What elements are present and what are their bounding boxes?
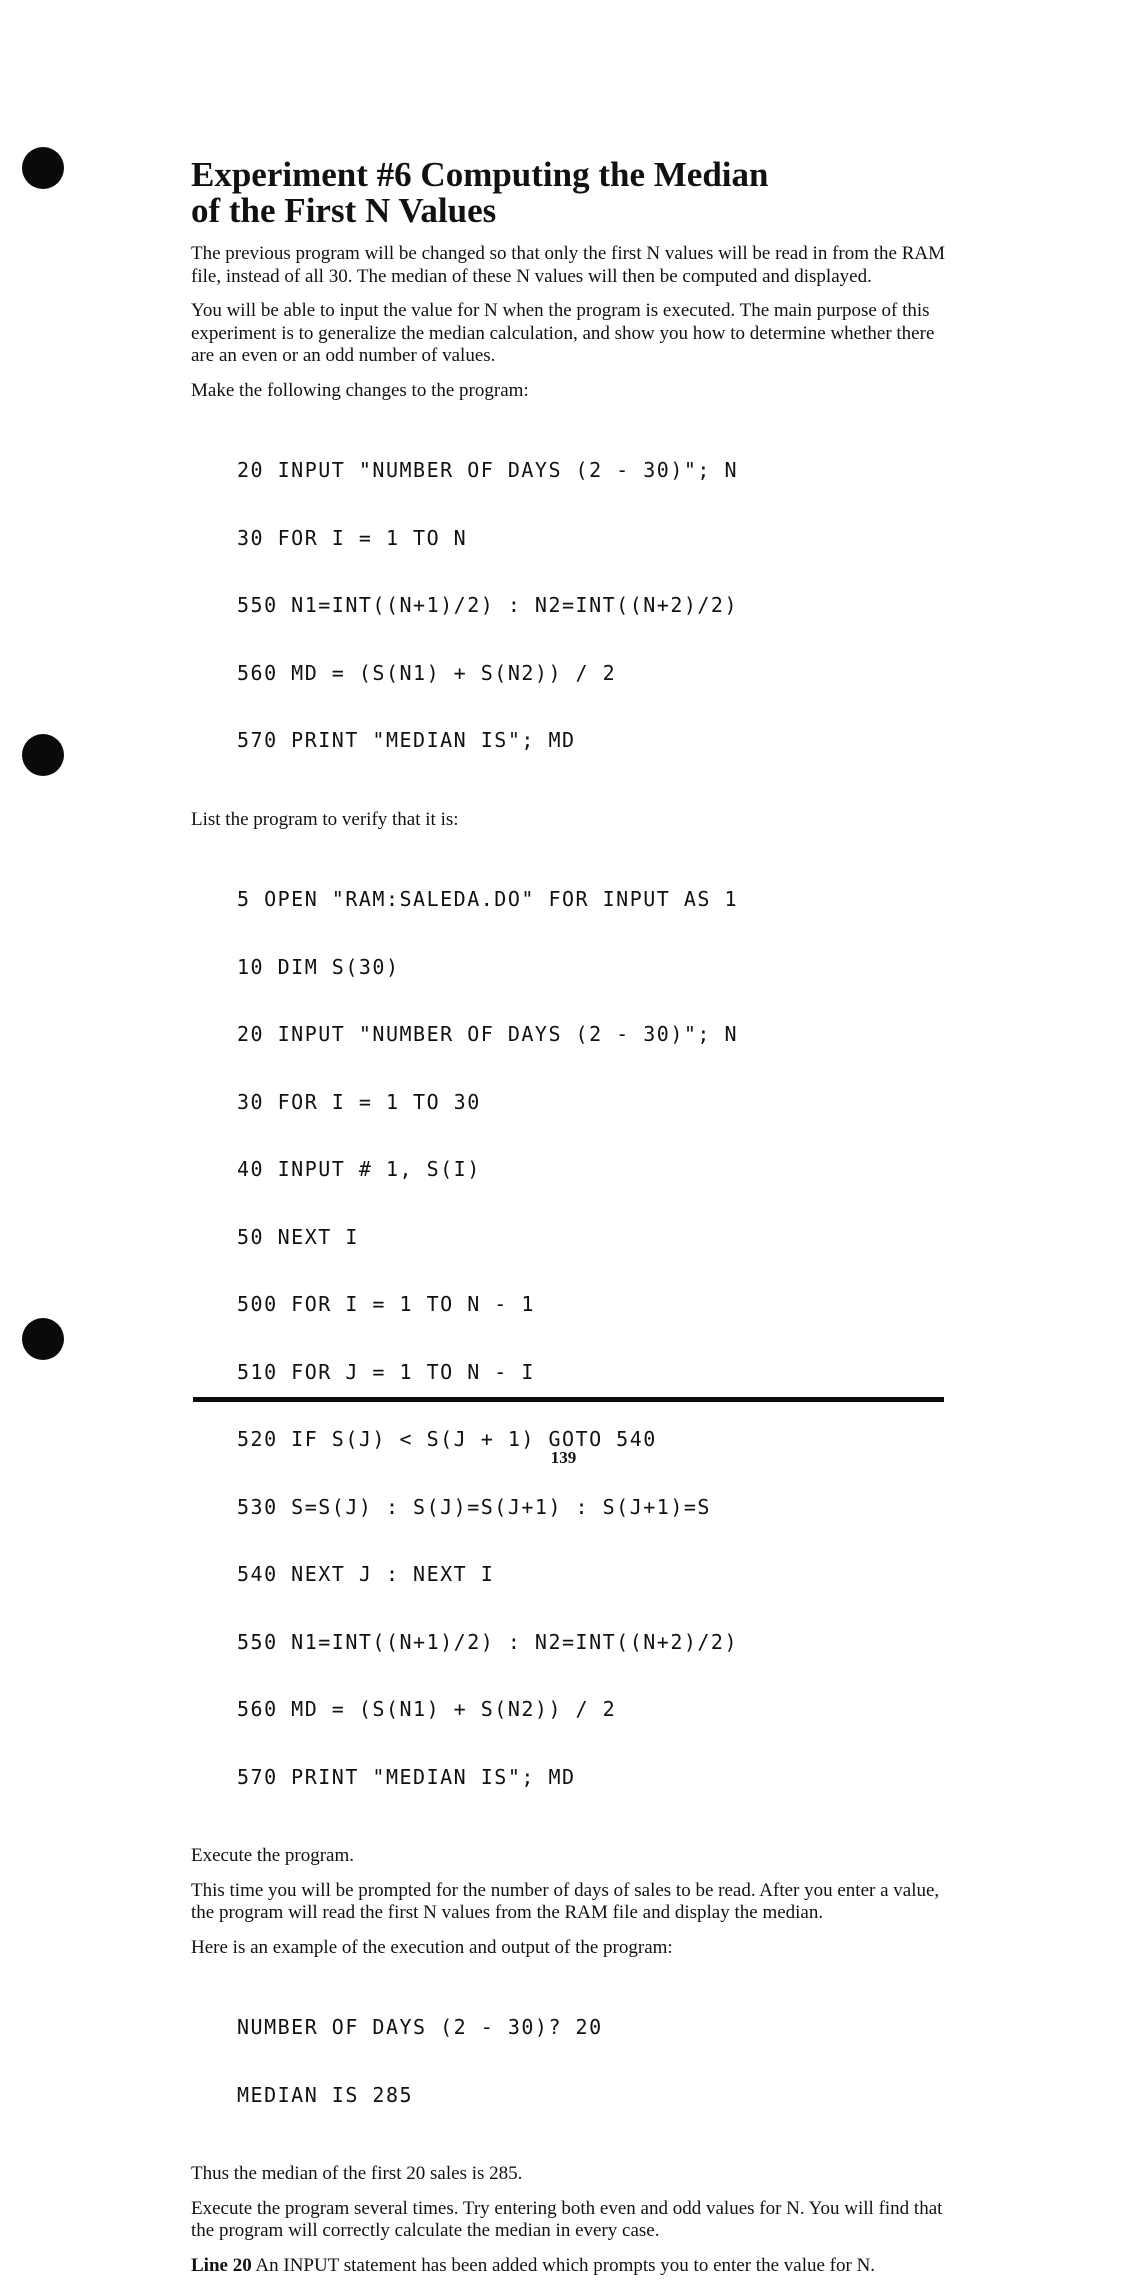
code-line: 500 FOR I = 1 TO N - 1 — [237, 1292, 535, 1316]
code-line: 510 FOR J = 1 TO N - I — [237, 1359, 535, 1384]
code-line: 570 PRINT "MEDIAN IS"; MD — [237, 1764, 576, 1789]
code-line: 10 DIM S(30) — [237, 954, 400, 979]
code-line: 570 PRINT "MEDIAN IS"; MD — [237, 728, 576, 752]
code-line: 50 NEXT I — [237, 1224, 359, 1249]
line20-paragraph — [191, 2255, 951, 2278]
page-number: 139 — [550, 1448, 577, 1467]
code-line: 550 N1=INT((N+1)/2) : N2=INT((N+2)/2) — [237, 1629, 739, 1654]
line20-text: An INPUT statement has been added which prompts you to enter the value for N. — [251, 2254, 876, 2276]
code-line: 530 S=S(J) : S(J)=S(J+1) : S(J+1)=S — [237, 1494, 711, 1519]
footer-rule — [193, 1397, 944, 1402]
changes-paragraph: Make the following changes to the program: — [191, 379, 529, 401]
code-line: MEDIAN IS 285 — [237, 2082, 414, 2107]
code-line: NUMBER OF DAYS (2 - 30)? 20 — [237, 2015, 603, 2039]
several-paragraph: Execute the program several times. Try entering both even and odd values for N. You will find that the program will correctly calculate the median in every case. — [191, 2197, 943, 2241]
page-title — [191, 157, 951, 229]
code-line: 520 IF S(J) < S(J + 1) GOTO 540 — [237, 1427, 657, 1451]
code-line: 40 INPUT # 1, S(I) — [237, 1157, 481, 1181]
line20-label: Line 20 — [191, 2254, 252, 2276]
binder-hole-bottom — [22, 1318, 64, 1360]
binder-hole-top — [22, 147, 64, 189]
purpose-paragraph: You will be able to input the value for N when the program is executed. The main purpose of this experiment is to generalize the median calculation, and show you how to determine whether there are an even or an odd number of values. — [191, 300, 935, 366]
code-line: 30 FOR I = 1 TO N — [237, 525, 468, 550]
code-line: 20 INPUT "NUMBER OF DAYS (2 - 30)"; N — [237, 1022, 739, 1046]
list-paragraph: List the program to verify that it is: — [191, 808, 459, 830]
code-output-block — [237, 1971, 951, 2151]
title-line-1: Experiment #6 Computing the Median — [191, 155, 769, 194]
code-listing-block — [237, 843, 951, 1833]
title-line-2: of the First N Values — [191, 191, 497, 230]
thus-paragraph: Thus the median of the first 20 sales is 285. — [191, 2163, 523, 2184]
intro-paragraph: The previous program will be changed so that only the first N values will be read in from the RAM file, instead of all 30. The median of these N values will then be computed and displayed. — [191, 243, 946, 287]
code-changes-block — [237, 414, 951, 797]
execute-paragraph: Execute the program. — [191, 1845, 355, 1866]
binder-hole-middle — [22, 734, 64, 776]
page-content — [191, 157, 951, 2289]
code-line: 560 MD = (S(N1) + S(N2)) / 2 — [237, 660, 617, 685]
code-line: 540 NEXT J : NEXT I — [237, 1562, 495, 1586]
example-paragraph: Here is an example of the execution and output of the program: — [191, 1936, 673, 1958]
code-line: 550 N1=INT((N+1)/2) : N2=INT((N+2)/2) — [237, 593, 739, 617]
code-line: 20 INPUT "NUMBER OF DAYS (2 - 30)"; N — [237, 458, 739, 482]
prompted-paragraph: This time you will be prompted for the number of days of sales to be read. After you enter a value, the program will read the first N values from the RAM file and display the median. — [191, 1879, 940, 1923]
code-line: 560 MD = (S(N1) + S(N2)) / 2 — [237, 1697, 617, 1721]
code-line: 5 OPEN "RAM:SALEDA.DO" FOR INPUT AS 1 — [237, 887, 739, 911]
code-line: 30 FOR I = 1 TO 30 — [237, 1089, 481, 1114]
